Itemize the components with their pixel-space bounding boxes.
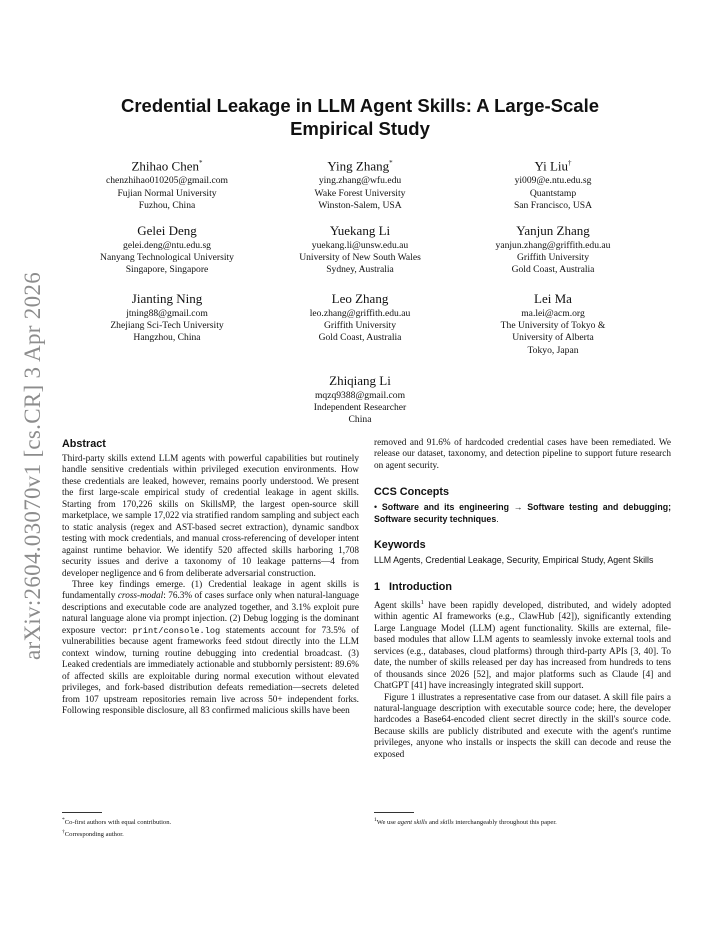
paper-title: Credential Leakage in LLM Agent Skills: A Large-Scale Empirical Study — [120, 95, 600, 139]
introduction-paragraph-1 — [374, 597, 671, 693]
author-affiliation: Nanyang Technological University — [100, 252, 234, 264]
author-mark: * — [199, 159, 203, 167]
ccs-heading: CCS Concepts — [374, 486, 449, 499]
author-affiliation: University of New South Wales — [299, 252, 421, 264]
abstract-paragraph-2 — [62, 580, 359, 717]
arxiv-identifier-text: arXiv:2604.03070v1 [cs.CR] 3 Apr 2026 — [20, 271, 45, 661]
footnotes-right — [374, 812, 671, 828]
intro-text: have been rapidly developed, distributed, and widely adopted within agentic AI frameworks (e.g., ClawHub [42]), significantly extending Large Language Model (LLM) agent functionality. Skills are external, file-based modules that allow LLM agents to seamlessly invoke external tools and services (e.g., databases, cloud platforms) through third-party APIs [3, 40]. To date, the number of skills released per day has increased from hundreds to tens of thousands since 2026 [52], and major platforms such as Claude [4] and ChatGPT [41] have increasingly integrated skill support. — [374, 600, 672, 692]
author-email: leo.zhang@griffith.edu.au — [309, 308, 411, 319]
ccs-bullet: • — [374, 502, 378, 513]
abstract-text: Three key findings emerge. (1) Credential leakage in agent skills is fundamentally — [62, 579, 359, 602]
footnote-marker: 1 — [420, 598, 424, 606]
footnote-emphasis: agent skills — [397, 819, 428, 827]
abstract-emphasis: cross-modal — [117, 591, 164, 602]
author-email: ying.zhang@wfu.edu — [318, 175, 402, 187]
section-title: Introduction — [389, 580, 452, 593]
author-name: Jianting Ning — [131, 291, 203, 306]
author-affiliation: Griffith University — [516, 252, 590, 264]
introduction-paragraph-2: Figure 1 illustrates a representative case from our dataset. A skill file pairs a natural-language description with executable source code; here, the developer hardcodes a Base64-encoded client secret directly in the skill's source code. Because skills are publicly distributed and execute with the agent's runtime privileges, anyone who installs or inspects the skill can decode and reuse the exposed — [374, 692, 671, 760]
intro-text: Agent skills — [374, 600, 421, 611]
abstract-heading: Abstract — [62, 438, 106, 450]
author-name: Yuekang Li — [329, 223, 391, 238]
footnotes-left — [62, 812, 252, 839]
abstract-paragraph-3: removed and 91.6% of hardcoded credential cases have been remediated. We release our dataset, taxonomy, and detection pipeline to support future research on agent security. — [374, 438, 671, 471]
author-location: Hangzhou, China — [133, 332, 201, 344]
author-block — [260, 290, 460, 345]
author-email: gelei.deng@ntu.edu.sg — [123, 240, 211, 251]
right-column — [374, 438, 671, 761]
author-affiliation: Griffith University — [323, 320, 397, 332]
abstract-text: statements account for 73.5% of vulnerabilities because agent frameworks feed stdout directly into the LLM context window, turning routine debugging into credential broadcast. (3) Leaked credentials are immediately actionable and stubbornly persistent: 89.6% of affected skills are exploitable during normal execution without elevated privileges, and fork-based distribution defeats remediation—secrets deleted from 107 upstream repositories remain live across 50+ independent forks. Following responsible disclosure, all 83 confirmed malicious skills have been — [62, 625, 359, 716]
footnote-emphasis: skills — [440, 819, 454, 827]
author-block — [67, 290, 267, 345]
author-block — [453, 154, 653, 212]
author-affiliation: Zhejiang Sci-Tech University — [110, 320, 224, 332]
author-location: Tokyo, Japan — [527, 344, 579, 356]
author-block — [260, 222, 460, 277]
author-email: chenzhihao010205@gmail.com — [105, 175, 229, 187]
author-block — [67, 154, 267, 212]
author-block — [260, 154, 460, 212]
footnote — [62, 816, 252, 828]
footnote-mark: 1 — [374, 817, 377, 823]
author-email: jtning88@gmail.com — [126, 308, 208, 319]
author-block — [67, 222, 267, 277]
author-name: Gelei Deng — [137, 223, 197, 238]
author-name: Yi Liu — [534, 158, 569, 174]
keywords-heading: Keywords — [374, 539, 426, 552]
author-affiliation: Wake Forest University — [314, 187, 406, 199]
ccs-term: Software and its engineering — [381, 502, 509, 513]
keywords-text: LLM Agents, Credential Leakage, Security, Empirical Study, Agent Skills — [374, 555, 654, 566]
inline-code: print/console.log — [132, 625, 221, 636]
footnote-text: interchangeably throughout this paper. — [453, 819, 557, 827]
footnote-text: and — [427, 819, 441, 827]
footnote — [62, 828, 252, 840]
abstract-paragraph-1: Third-party skills extend LLM agents with powerful capabilities but routinely handle sensitive credentials within privileged execution environments. How these credentials are leaked, however, remains poorly understood. We present the first large-scale empirical study of credential leakage in agent skills. Starting from 170,226 skills on SkillsMP, the largest open-source skill marketplace, we sample 17,022 via stratified random sampling and subject each to static analysis (regex and AST-based secret extraction), dynamic sandbox testing with mock credentials, and manual cross-referencing of developer intent against runtime behavior. We identify 520 affected skills harboring 1,708 security issues and derive a taxonomy of 10 leakage patterns—4 from developer negligence and 6 from deliberate adversarial construction. — [62, 454, 359, 579]
ccs-concepts — [374, 502, 671, 525]
author-location: Gold Coast, Australia — [511, 264, 595, 276]
author-location: Winston-Salem, USA — [318, 199, 402, 211]
author-name: Zhiqiang Li — [329, 373, 391, 388]
left-column — [62, 438, 359, 717]
ccs-arrow: → — [513, 502, 523, 513]
author-location: Gold Coast, Australia — [318, 332, 402, 344]
footnote-text: We use — [376, 819, 398, 827]
author-name: Ying Zhang — [327, 158, 390, 174]
footnote-rule — [374, 812, 414, 813]
author-email: yanjun.zhang@griffith.edu.au — [495, 240, 611, 251]
author-name: Zhihao Chen — [131, 158, 199, 174]
footnote-mark: † — [62, 828, 65, 835]
author-name: Leo Zhang — [331, 291, 389, 306]
author-block — [453, 290, 653, 357]
author-affiliation-2: University of Alberta — [512, 332, 594, 344]
footnote-text: Corresponding author. — [64, 830, 124, 838]
author-affiliation: Quantstamp — [529, 187, 577, 199]
section-number: 1 — [374, 580, 381, 593]
author-affiliation: Fujian Normal University — [117, 187, 217, 199]
author-mark: * — [389, 159, 393, 167]
author-email: mqzq9388@gmail.com — [314, 390, 406, 401]
ccs-term: Software testing and debugging; Software security techniques — [374, 502, 672, 524]
author-block — [260, 372, 460, 427]
author-email: ma.lei@acm.org — [521, 308, 585, 319]
author-mark: † — [568, 159, 572, 167]
ccs-period: . — [496, 513, 499, 524]
author-location: China — [348, 414, 372, 426]
author-block — [453, 222, 653, 277]
footnote-mark: * — [62, 817, 65, 823]
abstract-text: : 76.3% of cases surface only when natural-language descriptions and executable code are analyzed together, and 3.1% exploit pure natural language alone via prompt injection. (2) Debug logging is the dominant exposure vector: — [62, 591, 359, 636]
author-email: yuekang.li@unsw.edu.au — [311, 240, 409, 251]
arxiv-identifier-stamp — [14, 266, 52, 666]
author-name: Yanjun Zhang — [516, 223, 590, 238]
introduction-heading — [374, 581, 671, 594]
author-location: Singapore, Singapore — [125, 264, 209, 276]
author-name: Lei Ma — [534, 291, 572, 306]
footnote — [374, 816, 671, 828]
footnote-text: Co-first authors with equal contribution. — [64, 819, 172, 827]
author-email: yi009@e.ntu.edu.sg — [514, 175, 592, 187]
author-affiliation: The University of Tokyo & — [500, 320, 606, 332]
author-location: Fuzhou, China — [138, 199, 196, 211]
author-location: Sydney, Australia — [326, 264, 394, 276]
author-location: San Francisco, USA — [513, 199, 593, 211]
author-affiliation: Independent Researcher — [313, 402, 407, 414]
footnote-rule — [62, 812, 102, 813]
